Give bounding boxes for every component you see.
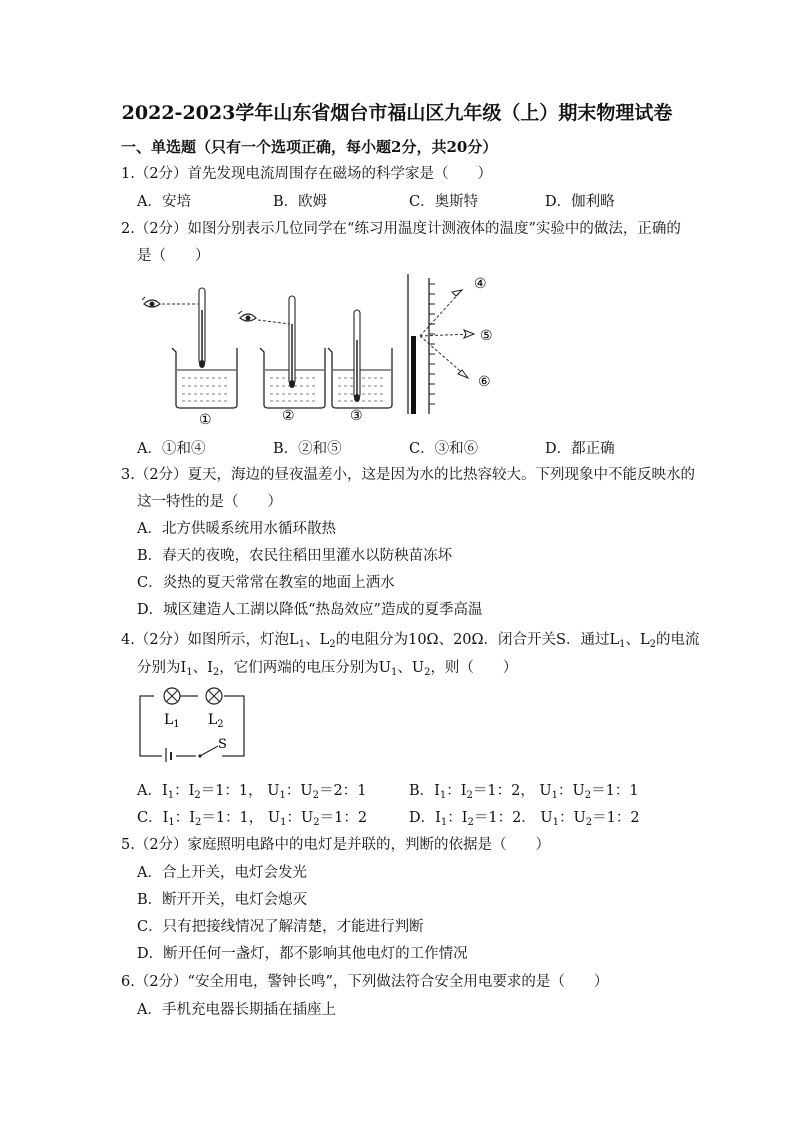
question-2-options [137,437,681,458]
label-l2: $L_2$ [208,712,224,730]
question-3-stem-line2: 这一特性的是（ ） [137,494,282,510]
q3-option-b[interactable]: B．春天的夜晚，农民往稻田里灌水以防秧苗冻坏 [137,548,453,564]
figure-label-4: ④ [474,276,487,292]
question-1-options [137,190,681,211]
figure-label-3: ③ [350,408,363,424]
q4-option-d[interactable]: D．$I_1$：$I_2=1$：2． $U_1$：$U_2=1$：2 [409,810,640,828]
question-4-stem-line2: 分别为$I_1$、$I_2$，它们两端的电压分别为$U_1$、$U_2$，则（ ） [137,660,518,678]
q5-option-a[interactable]: A．合上开关，电灯会发光 [137,865,307,881]
q6-option-a[interactable]: A．手机充电器长期插在插座上 [137,1002,336,1018]
q1-option-d[interactable]: D．伽利略 [545,194,615,210]
eye-arrow-icon [464,330,474,338]
question-3-stem-line1: 3.（2分）夏天，海边的昼夜温差小，这是因为水的比热容较大。下列现象中不能反映水的 [121,467,696,483]
thermometer-figure [130,270,530,430]
q4-option-a[interactable]: A．$I_1$：$I_2=1$：1， $U_1$：$U_2=2$：1 [137,783,367,801]
question-2-stem-line2: 是（ ） [137,248,210,264]
question-1-stem: 1.（2分）首先发现电流周围存在磁场的科学家是（ ） [121,166,493,182]
q3-option-a[interactable]: A．北方供暖系统用水循环散热 [137,521,336,537]
q3-option-d[interactable]: D．城区建造人工湖以降低“热岛效应”造成的夏季高温 [137,602,483,618]
question-4-stem-line1: 4.（2分）如图所示，灯泡$L_1$、$L_2$的电阻分为10Ω、20Ω．闭合开关S．通过$L_1$、$L_2$的电流 [121,632,700,650]
thermometer-scale [408,274,435,414]
q2-option-b[interactable]: B．②和⑤ [273,441,342,457]
eye-icon [142,297,160,307]
q5-option-d[interactable]: D．断开任何一盏灯，都不影响其他电灯的工作情况 [137,946,468,962]
figure-label-1: ① [199,412,212,428]
circuit-diagram [134,682,264,762]
section-heading-single-choice: 一、单选题（只有一个选项正确，每小题2分，共20分） [121,138,498,156]
figure-label-2: ② [282,408,295,424]
q4-option-c[interactable]: C．$I_1$：$I_2=1$：1， $U_1$：$U_2=1$：2 [137,810,368,828]
q1-option-a[interactable]: A．安培 [137,194,191,210]
eye-icon [238,311,256,321]
bulb-l2-icon [206,688,222,704]
q2-option-c[interactable]: C．③和⑥ [409,441,479,457]
question-5-stem: 5.（2分）家庭照明电路中的电灯是并联的，判断的依据是（ ） [121,837,551,853]
q5-option-c[interactable]: C．只有把接线情况了解清楚，才能进行判断 [137,919,424,935]
question-6-stem: 6.（2分）“安全用电，警钟长鸣”，下列做法符合安全用电要求的是（ ） [121,974,609,990]
q1-option-b[interactable]: B．欧姆 [273,194,328,210]
question-2-stem-line1: 2.（2分）如图分别表示几位同学在“练习用温度计测液体的温度”实验中的做法，正确的 [121,221,681,237]
q4-option-b[interactable]: B．$I_1$：$I_2=1$：2， $U_1$：$U_2=1$：1 [409,783,639,801]
bulb-l1-icon [164,688,180,704]
eye-arrow-icon [458,370,468,378]
figure-label-6: ⑥ [478,374,491,390]
eye-arrow-icon [452,290,462,296]
q2-option-d[interactable]: D．都正确 [545,441,615,457]
label-l1: $L_1$ [164,712,180,730]
figure-label-5: ⑤ [480,328,493,344]
q1-option-c[interactable]: C．奥斯特 [409,194,479,210]
q3-option-c[interactable]: C．炎热的夏天常常在教室的地面上洒水 [137,575,395,591]
q2-option-a[interactable]: A．①和④ [137,441,206,457]
label-switch: S [218,737,227,752]
page-title: 2022-2023学年山东省烟台市福山区九年级（上）期末物理试卷 [121,102,673,124]
q5-option-b[interactable]: B．断开开关，电灯会熄灭 [137,892,308,908]
